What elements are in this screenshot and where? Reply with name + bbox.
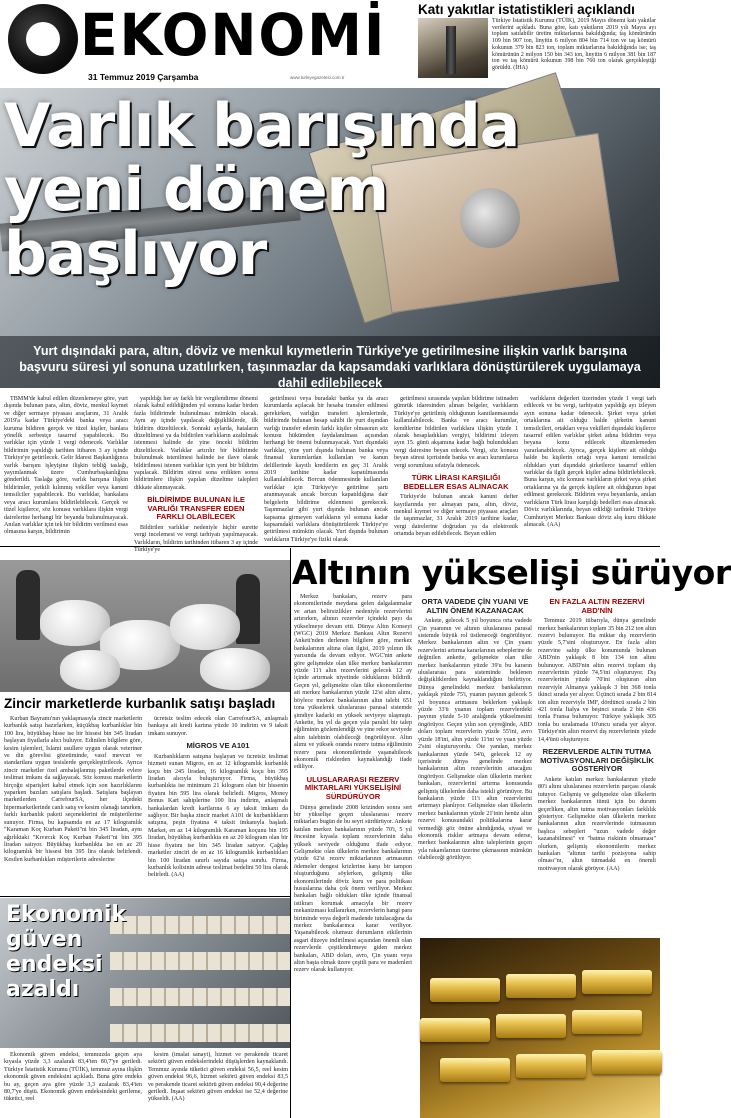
coal-photo xyxy=(418,18,488,78)
article-column xyxy=(134,396,258,554)
guven-headline-line: güven xyxy=(6,927,83,952)
paragraph: Türkiye'de bulunan ancak kanuni defter kayıtlarında yer almayan para, altın, döviz, menkul kıymet ve diğer sermaye piyasası araçları ile taşınmazlar, 31 Aralık 2019 tarihine kadar, vergi dairelerine doğrudan ya da elektronik ortamda beyan edilebilecek. Beyan edilen xyxy=(394,494,518,538)
article-column xyxy=(4,396,128,542)
hero-headline xyxy=(4,91,520,289)
paragraph: yapıldığı her ay farklı bir vergilendirme dönemi olarak kabul edildiğinden yıl sonuna kadar birden fazla bildirimde bulunulması mümkün olacak. Aynı ay içinde yapılacak değişikliklerde, ilk bildirim düzeltilecek. Sonraki aylarda, hataların düzeltilmesi ya da bildirilen varlıkların azaltılmak istenmesi halinde de yine önceki bildirim düzeltilecek. Varlıklar artırılır bir bildirimde bulunulmak istenilmesi halinde ise ilave olarak bildirilmesi istenen varlıklar için yeni bir bildirim yapılacak. Bildirim süresi sona erdikten sonra bildirimlere ilişkin yapılan düzeltme talepleri dikkate alınmayacak. xyxy=(134,396,258,491)
gold-bar-shape xyxy=(496,1014,566,1038)
subheading: ORTA VADEDE ÇİN YUANI VE ALTIN ÖNEM KAZANACAK xyxy=(421,597,529,615)
top-story-headline: Katı yakıtlar istatistikleri açıklandı xyxy=(418,2,635,17)
subheading: MİGROS VE A101 xyxy=(186,741,250,751)
person-shape xyxy=(236,574,260,644)
gold-bar-shape xyxy=(420,1018,490,1042)
guven-headline-line: azaldı xyxy=(6,977,80,1002)
divider xyxy=(0,546,660,547)
subheading: EN FAZLA ALTIN REZERVİ ABD'NİN xyxy=(549,597,645,615)
article-column xyxy=(148,716,288,894)
issue-date: 31 Temmuz 2019 Çarşamba xyxy=(88,72,199,82)
masthead xyxy=(0,0,415,86)
divider xyxy=(290,548,291,1118)
kurban-headline: Zincir marketlerde kurbanlık satışı başladı xyxy=(4,696,276,711)
gold-bar-shape xyxy=(592,1050,662,1074)
paragraph: TBMM'de kabul edilen düzenlemeye göre, yurt dışında bulunan para, altın, döviz, menkul kıymet ve diğer sermaye piyasası araçlarını, 31 Aralık 2019'a kadar Türkiye'deki banka veya aracı kuruma bildiren gerçek ve tüzel kişiler, banlara yönelik serbestçe tasarruf yapabilecek. Bu varlıklar için yüzde 1 vergi ödenecek. Varlıklar bildirimin yapıldığı tarihten itibaren 3 ay içinde Türkiye'ye getirilecek. Gelir İdaresi Başkanlığınca varlık barışını işleyişine ilişkin tebliğ taslağı, yayımlanmak üzere Cumhurbaşkanlığına gönderildi. Taslağa göre, varlık barışına ilişkin bildirimler, yetkili kılınmış vekiller veya kanuni temsilciler yapabilecek. Bu varlıklar, bankalara veya aracı kurumlara bildirilebilecek. Gerçek ve tüzel kişilerce, söz konusu varlıklara ilişkin vergi dairelerine herhangi bir beyanda bulunulmayacak. Anılan varlıklar için tek bir bildirim verilmesi esas olmasına karşın, bildirimin xyxy=(4,396,128,536)
paragraph: Bildirilen varlıklar nedeniyle hiçbir surette vergi incelemesi ve vergi tarhiyatı yapılmayacak. Varlıkların, bildirim tarihinden itibaren 3 ay içinde Türkiye'ye xyxy=(134,525,258,554)
paragraph: varlıkların değerleri üzerinden yüzde 1 vergi tarh edilecek ve bu vergi, tarhiyatın yapıldığı ayı izleyen ayın sonuna kadar ödenecek. Şirket veya şirket ortaklarına ait olduğu halde şirketin kanuni temsilcileri, ortakları veya vekilleri dışındaki kişilerce tasarruf edilen varlıklar şirket adına bildirim veya beyana konu edilecek düzenlemeden yararlanabilecek. Ayrıca, gerçek kişilere ait olduğu halde bu kişilerin ortağı veya kanuni temsilcisi oldukları yurt dışındaki şirketlerce tasarruf edilen varlıklar da ilgili gerçek kişiler adına bildirilebilecek. Buna karşın, söz konusu varlıkların şirket veya şirket ortaklarına ya da gerçek kişilere ait olduğunun ispat edilmesi gerekecek. Bildirim veya beyanlarda, anılan varlıkların Türk lirası karşılığı bedelleri esas alınacak. Döviz varlıklarında, beyan edildiği tarihteki Türkiye Cumhuriyet Merkez Bankası döviz alış kuru dikkate alınacak. (AA) xyxy=(524,396,656,528)
paragraph: kesim (imalat sanayi), hizmet ve perakende ticaret sektörü güven endekslerindeki düşüşlerden kaynaklandı. Temmuz ayında tüketici güven endeksi 56,5, reel kesim güven endeksi 96,6, hizmet sektörü güven endeksi 83,5 ve perakende ticaret sektörü güven endeksi 90,4 değerine geriledi. İnşaat sektörü güven endeksi ise 52,4 değerine yükseldi. (AA) xyxy=(148,1052,288,1103)
article-column xyxy=(4,716,142,894)
subheading: TÜRK LİRASI KARŞILIĞI BEDELLER ESAS ALINACAK xyxy=(403,473,509,491)
gold-bar-shape xyxy=(516,1054,586,1078)
paragraph: Ekonomik güven endeksi, temmuzda geçen aya kıyasla yüzde 3,3 azalarak 83,4'ten 80,7'ye geriledi. Türkiye İstatistik Kurumu (TÜİK), temmuz ayına ilişkin ekonomik güven endeksini açıkladı. Buna göre endeks bu ay, geçen aya göre yüzde 3,3 azalarak 83,4'ten 80,7'ye düştü. Ekonomik güven endeksindeki gerileme, tüketici, reel xyxy=(4,1052,142,1103)
guven-headline-line: Ekonomik xyxy=(6,902,127,927)
article-column xyxy=(524,396,656,542)
article-column xyxy=(418,594,532,934)
guven-headline xyxy=(6,902,126,1002)
gold-bar-shape xyxy=(582,970,652,994)
sheep-market-photo xyxy=(0,560,290,692)
subheading: BİLDİRİMDE BULUNAN İLE VARLIĞI TRANSFER EDEN FARKLI OLABİLECEK xyxy=(147,495,245,522)
gold-bar-shape xyxy=(572,1010,642,1034)
article-column xyxy=(394,396,518,542)
shelf-shape xyxy=(110,1024,290,1042)
paragraph: Temmuz 2019 itibarıyla, dünya genelinde merkez bankalarının toplam 35 bin 212 ton altın rezervi bulunuyor. Bu miktar dış rezervlerin yüzde 5,7'sini oluşturuyor. En fazla altın rezervine sahip ülke konumunda bulunan ABD'nin yaklaşık 8 bin 134 ton altını bulunuyor. ABD'nin altın rezervi toplam dış rezervlerinin yüzde 74,5'ini oluşturuyor. Dış rezervlerinin yüzde 70'ini oluşturan altın rezerviyle Almanya yaklaşık 3 bin 368 tonla ikinci sırada yer alıyor. Üçüncü sırada 2 bin 814 ton altın rezerviyle IMF, dördüncü sırada 2 bin 421 tonla İtalya ve beşinci sırada 2 bin 436 tonla Fransa bulunuyor. Türkiye yaklaşık 305 tonla bu sıralamada 10'uncu sırada yer alıyor. Türkiye'nin altın rezervi dış rezervlerinin yüzde 14,4'ünü oluşturuyor. xyxy=(538,618,656,743)
article-column xyxy=(148,1052,288,1116)
market-shelf-photo xyxy=(0,898,290,1048)
paragraph: getirilmesi veya buradaki banka ya da aracı kurumlarda açılacak bir hesaba transfer edilmesi gerekirken, varlığın transferi işlemlerinde, bildirimde bulunan hesap sahibi ile yurt dışından varlığı transfer edenin farklı kişiler olmasının söz konusu hükümden faydalanılması açısından herhangi bir önemi bulunmayacak. Yurt dışındaki varlıklar, yine yurt dışında bulunan banka veya finansal kurumlardan kullanılan ve kanun delillerinde kayıtlı kredilerin en geç 31 Aralık 2019 tarihine kadar kapatılmasında kullanılabilecek. Borcun ödenmesinde kullanılan varlıklar için Türkiye'ye getirilme şartı aranmayacak ancak borcun kapatıldığına dair belgelerin bildirime eklenmesi gerekecek. Taşınmazlar gibi yurt dışında bulunan ancak kapsama girmeyen varlıkların yıl sonuna kadar kapsamdaki varlıklara dönüştürülerek Türkiye'ye getirilmesi mümkün olacak. Yurt dışında bulunan varlıkların Türkiye'ye fiziki olarak xyxy=(264,396,388,543)
shelf-shape xyxy=(110,988,290,1006)
section-logo: EKONOMİ xyxy=(80,1,387,69)
hero-photo xyxy=(0,88,660,388)
paragraph: Ankete katılan merkez bankalarının yüzde 80'i altını uluslararası rezervlerin parçası olarak tutuyor. Gelişmiş ve gelişmekte olan ülkelerin merkez bankalarının tümü için bu durum geçerliken, altın tutma motivasyonları farklılık gösteriyor. Gelişmekte olan ülkelerin merkez bankalarının altın rezervlerinde tutmasının başlıca sebepleri "uzun vadede değer kazanabilmesi" ve "batma riskinin olmaması" olurken, gelişmiş ekonomilerin merkez bankaları "altının tarihi pozisyona sahip olması"nı, altın tutmadaki en önemli motivasyon olarak görüyor. (AA) xyxy=(538,776,656,872)
person-shape xyxy=(16,570,40,640)
paragraph: getirilmesi sırasında yapılan bildirime istinaden gümrük idaresinden alınan belgeler, varlıkların Türkiye'ye getirilmiş olduğunun kanıtlanmasında kullanılabilecek. Banka ve aracı kurumlar, kendilerine bildirilen varlıklara ilişkin yüzde 1 olarak hesapladıkları vergiyi, bildirimi izleyen ayın 15. günü akşamına kadar bağlı bulundukları vergi dairesine beyan edecek. Vergi, söz konusu beyan süresi içerisinde banka ve aracı kurumlarca vergi sorumlusu sıfatıyla ödenecek. xyxy=(394,396,518,469)
paragraph: Dünya genelinde 2008 krizinden sonra sert bir yükselişe geçen uluslararası rezerv miktarları bugün de bu seyri sürdürüyor. Ankete katılan merkez bankalarının yüzde 70'i, 5 yıl öncesine kıyasla toplam rezervlerinin daha yüksek seviyede olduğunu ifade ediyor. Gelişmekte olan ülkelerin merkez bankalarının yüzde 62'si rezerv miktarlarının artmasının ödemeler dengesi krizlerine karşı bir tampon oluşturduğunu söylerken, gelişmiş ülke ekonomilerinde döviz kuru ve para politikası hususlarına daha çok önem veriliyor. Merkez bankaları bağlı oldukları ülke içinde finansal istikrarı korumak amacıyla bir rezerv mekanizması kullanırken, rezervlerin hangi para biriminde veya değerli madende tutulacağına da merkez bankalarınca karar veriliyor. Yaşanabilecek olumsuz durumların etkilerinin asgari düzeye indirilmesi açısından önemli olan rezervlerde çeşitlendirmeye giden merkez bankaları, ABD doları, avro, Çin yuanı veya altın başta olmak üzere çeşitli para ve madenleri rezerv olarak kullanıyor. xyxy=(294,804,412,974)
paragraph: Merkez bankaları, rezerv para ekonomilerinde meydana gelen dalgalanmalar ve artan belirsizlikler nedeniyle rezervlerini artırırken, altının rezervler içindeki payı da yükselmeye devam etti. Dünya Altın Konseyi (WGC) 2019 Merkez Bankası Altın Rezervi Anketi'nden derlenen bilgilere göre, merkez bankalarının altına olan ilgisi, 2019 yılının ilk yarısında da devam ediyor. WGC'nin ankete göre gelişmekte olan ülke merkez bankalarının yüzde 11'i altın rezervlerini gelecek 12 ay içinde artırmak niyetinde olduklarını bildirdi. Geçen yıl, gelişmekte olan ülke ekonomilerine ait merkez bankalarının yüzde 12'si altın alımı, böylece merkez bankalarının altın talebi 651 tona yükselerek uluslararası parasal sistemde şimdiye kadarki en yüksek seviyeye ulaşmıştı. Ankette, bu yıl da geçen yıla paralel bir talep eğiliminin gözlemlendiği ve yine rekor seviyede altın talebinin olabileceği öngörülüyor. Altın alımı ve yüksek oranda rezerv tutma eğiliminin rezerv para ekonomilerinde yaşanabilecek ekonomik risklerden kaynaklandığı ifade ediliyor. xyxy=(294,594,412,771)
guven-headline-line: endeksi xyxy=(6,952,103,977)
hero-caption: Yurt dışındaki para, altın, döviz ve menkul kıymetlerin Türkiye'ye getirilmesine ilişkin varlık barışına başvuru süresi yıl sonuna uzatılırken, taşınmazlar da kapsamdaki varlıklara dönüştürülerek uygulamaya dahil edilebilecek xyxy=(0,336,660,388)
article-column xyxy=(538,594,656,934)
gold-bar-shape xyxy=(430,978,500,1002)
shelf-shape xyxy=(110,952,290,970)
article-column xyxy=(264,396,388,542)
hero-headline-line: başlıyor xyxy=(4,219,267,289)
logo-ring-icon xyxy=(8,4,78,74)
paragraph: Ankete, gelecek 5 yıl boyunca orta vadede Çin yuanının ve altının uluslararası parasal sistemde büyük rol üstleneceği öngörülüyor. Merkez bankalarının altın ve Çin yuanı rezervlerini artırma kararlarının sebeplerine de değinilen ankette, gelişmekte olan ülke merkez bankalarının yüzde 39'u bu kararın uluslararası para sisteminde beklenen değişikliklerden kaynaklandığını belirtiyor. Dünya genelindeki merkez bankalarının yaklaşık yüzde 75'i, yuanın payının gelecek 5 yıl boyunca artmasını beklerken yaklaşık yüzde 33'ü yuanın toplam rezervlerdeki payının yüzde 5-10 aralığında yükselmesini öngörüyor. Geçen yılın son çeyreğinde, ABD doları toplam rezervlerin yüzde 55'ini, avro yüzde 18'ini, altın yüzde 11'ini ve yuan yüzde 2'sini oluşturuyordu. Öte yandan, merkez bankalarının yüzde 54'ü, gelecek 12 ay içerisinde dünya genelinde merkez bankalarının altın rezervlerinin artacağını öngörüyor. Gelişmekte olan ülkelerin merkez bankaları, rezervlerini artırma konusunda gelişmiş ülkelerden daha istekli görünüyor. Bu bankaların yüzde 11'i altın rezervlerini artırmayı planlıyor. Gelişmekte olan ülkelerin merkez bankalarının yüzde 21'inin henüz altın rezervi konusundaki politikalarına karar vermediği göz önüne alındığında, siyasi ve ekonomik riskler artmaya devam ederse, merkez bankalarının altın taleplerinin geçen yıla rakamlarının üzerine çıkmasının mümkün olabileceği görülüyor. xyxy=(418,618,532,862)
article-column xyxy=(294,594,412,1116)
site-url: www.turkiyegazetesi.com.tr xyxy=(290,75,345,80)
sheep-shape xyxy=(170,604,240,650)
hero-headline-line: yeni dönem xyxy=(4,155,389,225)
sheep-shape xyxy=(60,650,120,690)
subheading: REZERVLERDE ALTIN TUTMA MOTİVASYONLARI DEĞİŞİKLİK GÖSTERİYOR xyxy=(540,747,654,774)
article-column xyxy=(4,1052,142,1116)
gold-bar-shape xyxy=(506,974,576,998)
paragraph: Kurban Bayramı'nın yaklaşmasıyla zincir marketlerin kurbanlık satışı hazırlarken, küçükbaş kurbanlıklar bin 100 lira, büyükbaş hisse ise bir hissesi bin 345 liradan başlayan fiyatlarla alıcı buluyor. Edinilen bilgilere göre, kesim işlemleri, İslami usullere uygun olarak veteriner ve din görevlisi gözetiminde, vasıf mevcut ve standartlara uygun tesislerde gerçekleştirilecek. Ayrıca zincir marketler özel ambalajlanmış paketlerde evlere teslimat imkanı da sağlayacak. Söz konusu marketlerin birçoğu siparişleri kabul etmek için son hazırlıklarını yaparken bazıları satışlara başladı. Satışlara başlayan marketlerden CarrefourSA, her ilçedeki hipermarketlerinde canlı satış ve kesim olanağı tanırken, farklı kurbanlık paketi seçeneklerini de müşterilerine sunuyor. Firma, bu kapsamda en az 17 kilogramlık "Karaman Koç Kurban Paketi"ni bin 345 liradan, aynı ağırlıktaki "Kıvırcık Koç Kurban Paketi"ni bin 395 liradan satıyor. Büyükbaş kurbanlıkta ise en az 20 kilogramlık bir hissesi bin 395 lira olarak belirlendi. Kesilen kurbanlıkları müşterilerin adreslerine xyxy=(4,716,142,863)
paragraph: ücretsiz teslim edecek olan CarrefourSA, anlaşmalı bankaya ait kredi kartına yüzde 10 indirim ve 9 taksit imkanı sunuyor. xyxy=(148,716,288,737)
subheading: ULUSLARARASI REZERV MİKTARLARI YÜKSELİŞİNİ SÜRDÜRÜYOR xyxy=(304,774,402,801)
gold-bar-shape xyxy=(440,1058,510,1082)
sheep-shape xyxy=(200,648,270,690)
paragraph: Kurbanlıkların satışına başlayan ve ücretsiz teslimat hizmeti sunan Migros, en az 12 kilogramlık kurbanlık koçu bin 245 liradan, 16 kilogramlık koçu bin 395 liradan alıcıyla buluşturuyor. Firma, büyükbaş kurbanlıkta ise minimum 21 kilogram olan bir hissenin fiyatını bin 595 lira olarak belirledi. Migros, Money Bonus Kart sahiplerine 100 lira indirim, anlaşmalı bankalardan kredi kartlarına 6 ay taksit imkanı da sağlıyor. Bir başka zincir market A101 de kurbanlıkların satışına, peşin fiyatına 4 taksit imkanıyla başladı. Market, en az 14 kilogramlık Karaman koçunu bin 195 liradan, büyükbaş kurbanlıkta en az 20 kilogram olan bir hisse fiyatını ise bin 345 liradan satıyor. Çağdaş marketler zinciri de en az 16 kilogramlık kurbanlıkları bin 100 liradan sınırlı sayıda satışa sundu. Firma, kurbanlık kolisinin adrese teslimat bedelini 50 lira olarak belirledi. (AA) xyxy=(148,753,288,879)
gold-bars-photo xyxy=(420,938,660,1118)
shelf-shape xyxy=(110,916,290,934)
divider xyxy=(0,896,290,897)
hero-headline-line: Varlık barışında xyxy=(4,91,520,161)
top-story-body: Türkiye İstatistik Kurumu (TÜİK), 2019 Mayıs dönemi katı yakıtlar verilerini açıkladı. Buna göre, katı yakıtların 2019 yılı Mayıs ayı toplam satılabilir üretim miktarlarına bakıldığında; taş kömürünün 109 bin 907 ton, linyitin 6 milyon 804 bin 714 ton ve taş kömürü kokunun 379 bin 823 ton, toplam miktarlarına bakıldığında ise; taş kömürünün 2 milyon 150 bin 343 ton, linyitin 6 milyon 381 bin 187 ton ve taş kömürü kokunun 398 bin 760 ton olarak gerçekleştiği görüldü. (İHA) xyxy=(492,18,656,71)
altin-headline: Altının yükselişi sürüyor xyxy=(292,553,731,592)
